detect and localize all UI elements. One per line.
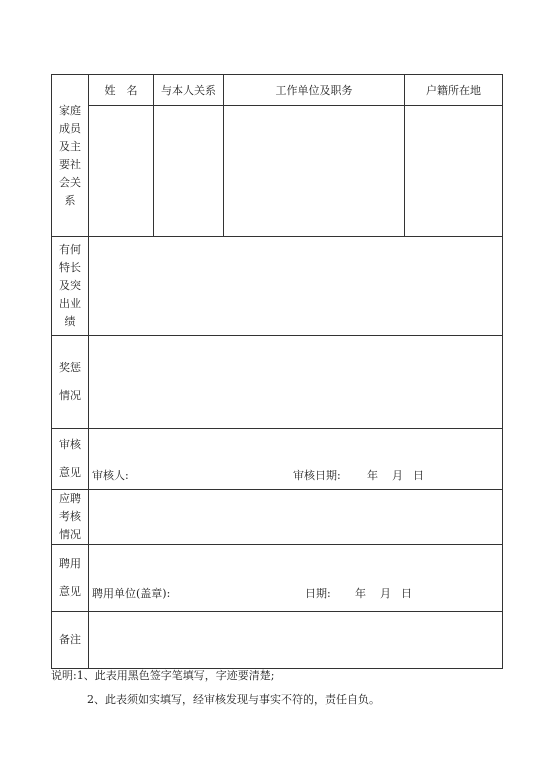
family-header-row — [52, 75, 503, 106]
assessment-label: 应聘考核情况 — [59, 492, 81, 541]
assessment-field[interactable] — [89, 490, 503, 545]
review-year-label: 年 — [367, 469, 378, 482]
note-field[interactable] — [89, 612, 503, 669]
review-date-label: 审核日期: — [293, 469, 341, 482]
hire-label-cell — [52, 545, 89, 612]
hire-month-label: 月 — [380, 587, 391, 600]
assessment-row — [52, 490, 503, 545]
talent-label: 有何特长及突出业绩 — [59, 243, 81, 328]
reviewer-label: 审核人: — [92, 469, 129, 482]
footnote-line1: 说明:1、此表用黑色签字笔填写，字迹要清楚; — [51, 669, 275, 682]
header-relation: 与本人关系 — [154, 75, 224, 106]
family-employer-field[interactable] — [224, 106, 405, 237]
review-label-line1: 审核 — [59, 438, 81, 451]
talent-label-cell — [52, 237, 89, 336]
review-label-cell — [52, 429, 89, 490]
registration-form-table — [51, 74, 503, 669]
header-household-registration: 户籍所在地 — [405, 75, 503, 106]
talent-row — [52, 237, 503, 336]
family-name-field[interactable] — [89, 106, 154, 237]
review-field[interactable] — [89, 429, 503, 490]
review-row — [52, 429, 503, 490]
footnote-line2: 2、此表须如实填写，经审核发现与事实不符的，责任自负。 — [87, 693, 380, 706]
award-label-line2: 情况 — [59, 389, 81, 402]
footnotes — [51, 664, 511, 712]
family-relation-field[interactable] — [154, 106, 224, 237]
family-label-cell — [52, 75, 89, 237]
note-label: 备注 — [59, 633, 81, 646]
family-label: 家庭成员及主要社会关系 — [59, 103, 81, 207]
note-row — [52, 612, 503, 669]
hire-unit-label: 聘用单位(盖章): — [92, 587, 171, 600]
review-label-line2: 意见 — [59, 466, 81, 479]
hire-row — [52, 545, 503, 612]
hire-day-label: 日 — [401, 587, 412, 600]
header-employer-position: 工作单位及职务 — [224, 75, 405, 106]
award-label-cell — [52, 336, 89, 429]
hire-label-line1: 聘用 — [59, 557, 81, 570]
award-field[interactable] — [89, 336, 503, 429]
review-month-label: 月 — [392, 469, 403, 482]
family-body-row — [52, 106, 503, 237]
talent-field[interactable] — [89, 237, 503, 336]
header-name: 姓 名 — [89, 75, 154, 106]
award-row — [52, 336, 503, 429]
assessment-label-cell — [52, 490, 89, 545]
family-household-field[interactable] — [405, 106, 503, 237]
hire-date-label: 日期: — [305, 587, 331, 600]
hire-label-line2: 意见 — [59, 585, 81, 598]
award-label-line1: 奖惩 — [59, 361, 81, 374]
review-day-label: 日 — [413, 469, 424, 482]
hire-field[interactable] — [89, 545, 503, 612]
hire-year-label: 年 — [355, 587, 366, 600]
note-label-cell — [52, 612, 89, 669]
